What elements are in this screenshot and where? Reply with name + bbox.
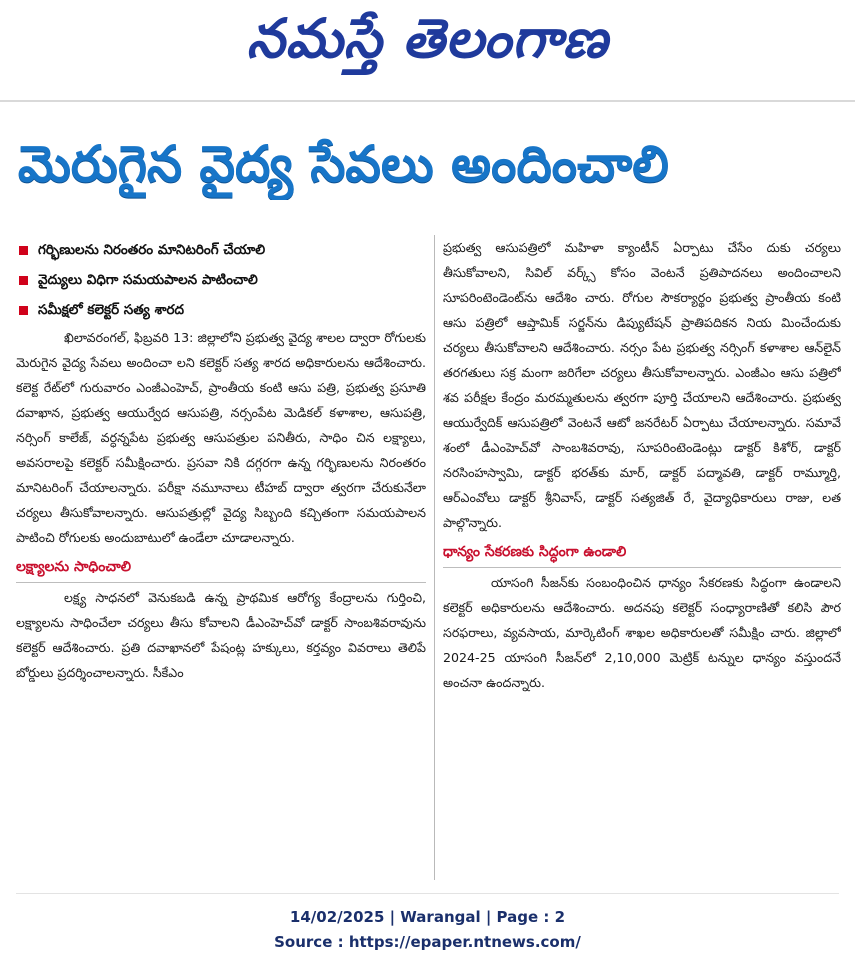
subheading-rule xyxy=(16,582,426,583)
article-paragraph: ఖిలావరంగల్‌, ఫిబ్రవరి 13: జిల్లాలోని ప్రభుత్వ వైద్య శాలల ద్వారా రోగులకు మెరుగైన వైద్య సేవలు అందించా లని కలెక్టర్‌ సత్య శారద అధికారులను ఆదేశించారు. కలెక్ట రేట్‌లో గురువారం ఎంజీఎంహెచ్‌, ప్రాంతీయ కంటి ఆసు పత్రి, ప్రభుత్వ ప్రసూతి దవాఖాన, ప్రభుత్వ ఆయుర్వేద ఆసుపత్రి, నర్సంపేట మెడికల్‌ కళాశాల, ఆసుపత్రి, నర్సింగ్‌ కాలేజ్‌, వర్ధన్నపేట ప్రభుత్వ ఆసుపత్రుల పనితీరు, సాధిం చిన లక్ష్యాలు, అవసరాలపై కలెక్టర్‌ సమీక్షించారు. ప్రసవా నికి దగ్గరగా ఉన్న గర్భిణులను నిరంతరం మానిటరింగ్‌ చేయాలన్నారు. పరీక్షా నమూనాలు టీహబ్‌ ద్వారా త్వరగా చేరుకునేలా చర్యలు తీసుకోవాలన్నారు. ఆసుపత్రుల్లో వైద్య సిబ్బంది కచ్చితంగా సమయపాలన పాటించి రోగులకు అందుబాటులో ఉండేలా చూడాలన్నారు. xyxy=(16,330,426,545)
article-paragraph: ప్రభుత్వ ఆసుపత్రిలో మహిళా క్యాంటీన్‌ ఏర్పాటు చేసేం దుకు చర్యలు తీసుకోవాలని, సివిల్‌ వర్క్స్‌ కోసం వెంటనే ప్రతిపాదనలు అందించాలని సూపరింటెండెంట్‌ను ఆదేశిం చారు. రోగుల సౌకర్యార్థం ప్రభుత్వ ప్రాంతీయ కంటి ఆసు పత్రిలో ఆప్తామిక్‌ సర్జన్‌ను డిప్యుటేషన్‌ ప్రాతిపదికన నియ మించేందుకు చర్యలు తీసుకోవాలని ఆదేశించారు. నర్సం పేట ప్రభుత్వ నర్సింగ్‌ కళాశాల ఆన్‌లైన్‌ తరగతులు సక్ర మంగా జరిగేలా చర్యలు తీసుకోవాలన్నారు. ఎంజీఎం ఆసు పత్రిలో శవ పరీక్షల కేంద్రం మరమ్మతులను త్వరగా పూర్తి చేయాలని ఆదేశించారు. ప్రభుత్వ ఆయుర్వేదిక్‌ ఆసుపత్రిలో వెంటనే ఆటో జనరేటర్‌ ఏర్పాటు చేయాలన్నారు. సమావే శంలో డీఎంహెచ్‌వో సాంబశివరావు, సూపరింటెండెంట్లు డాక్టర్‌ కిశోర్‌, డాక్టర్‌ నరసింహస్వామి, డాక్టర్‌ భరత్‌కు మార్‌, డాక్టర్‌ పద్మావతి, డాక్టర్‌ రామ్మూర్తి, ఆర్‌ఎంవోలు డాక్టర్‌ శ్రీనివాస్‌, డాక్టర్‌ సత్యజిత్‌ రే, వైద్యాధికారులు రాజు, లత పాల్గొన్నారు. xyxy=(443,240,841,530)
section-subheading: ధాన్యం సేకరణకు సిద్ధంగా ఉండాలి xyxy=(443,544,627,560)
footer-rule xyxy=(16,893,839,894)
newspaper-logo: నమస్తే తెలంగాణ xyxy=(246,6,609,70)
masthead xyxy=(0,0,855,90)
subheading-rule xyxy=(443,567,841,568)
section-subheading: లక్ష్యాలను సాధించాలి xyxy=(16,559,132,575)
highlight-item: సమీక్షలో కలెక్టర్‌ సత్య శారద xyxy=(16,295,426,325)
footer-source-link[interactable]: Source : https://epaper.ntnews.com/ xyxy=(274,933,581,951)
highlight-item: గర్భిణులను నిరంతరం మానిటరింగ్‌ చేయాలి xyxy=(16,235,426,265)
highlights-list xyxy=(16,235,426,325)
article-headline: మెరుగైన వైద్య సేవలు అందించాలి xyxy=(18,135,669,193)
highlight-item: వైద్యులు విధిగా సమయపాలన పాటించాలి xyxy=(16,265,426,295)
masthead-divider xyxy=(0,100,855,102)
article-paragraph: యాసంగి సీజన్‌కు సంబంధించిన ధాన్యం సేకరణకు సిద్ధంగా ఉండాలని కలెక్టర్‌ అధికారులను ఆదేశించారు. అదనపు కలెక్టర్‌ సంధ్యారాణితో కలిసి పౌర సరఫరాలు, వ్యవసాయ, మార్కెటింగ్‌ శాఖల అధికారులతో సమీక్షిం చారు. జిల్లాలో 2024-25 యాసంగి సీజన్‌లో 2,10,000 మెట్రిక్‌ టన్నుల ధాన్యం వస్తుందనే అంచనా ఉందన్నారు. xyxy=(443,575,841,690)
column-divider xyxy=(434,235,435,880)
left-column xyxy=(16,235,426,875)
article-paragraph: లక్ష్య సాధనలో వెనుకబడి ఉన్న ప్రాథమిక ఆరోగ్య కేంద్రాలను గుర్తించి, లక్ష్యాలను సాధించేలా చర్యలు తీసు కోవాలని డీఎంహెచ్‌వో డాక్టర్‌ సాంబశివరావును కలెక్టర్‌ ఆదేశించారు. ప్రతి దవాఖానలో పేషంట్ల హక్కులు, కర్తవ్యం వివరాలు తెలిపే బోర్డులు ప్రదర్శించాలన్నారు. సీకేఎం xyxy=(16,590,426,680)
footer-dateline: 14/02/2025 | Warangal | Page : 2 xyxy=(289,908,566,926)
right-column xyxy=(443,235,841,875)
